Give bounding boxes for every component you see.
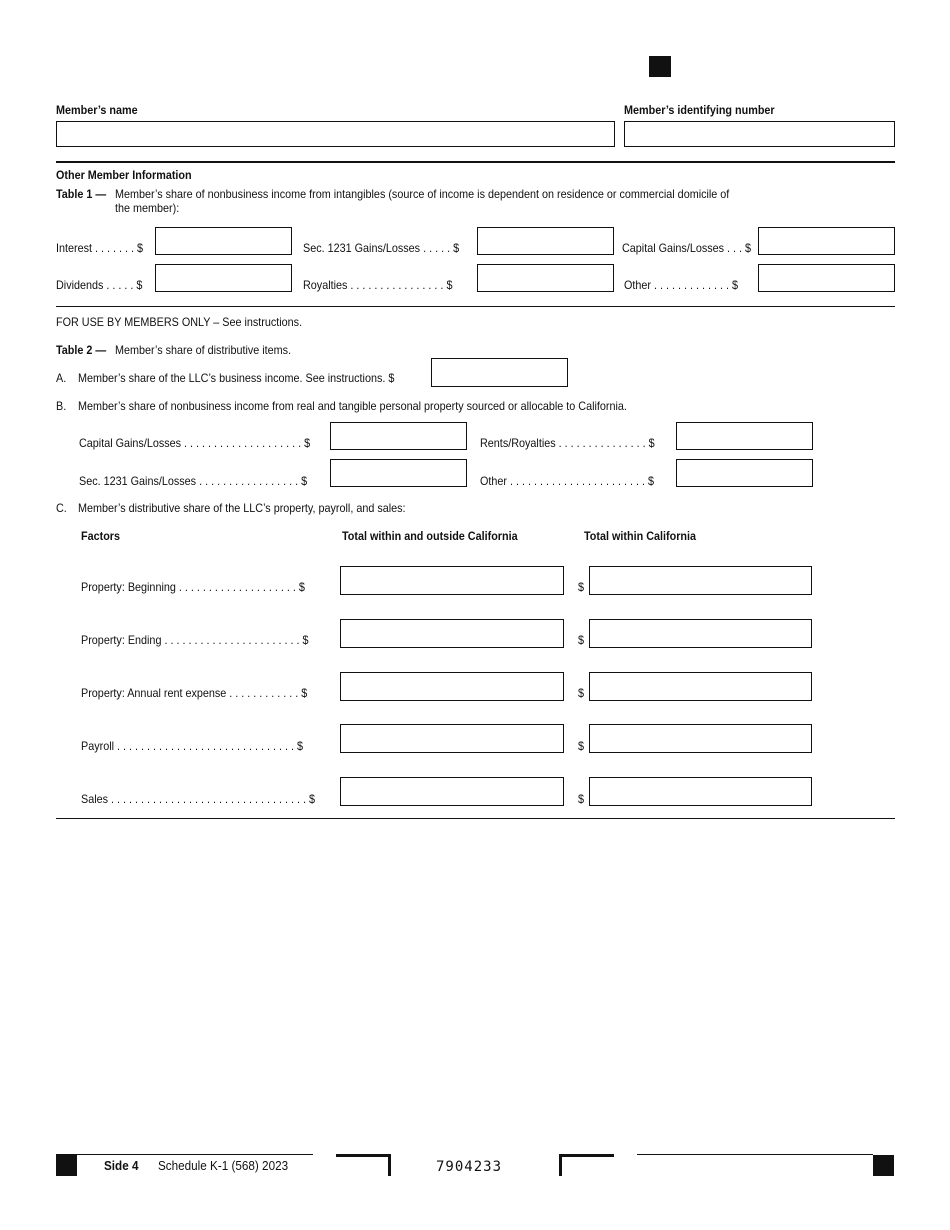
members-name-label: Member’s name bbox=[56, 103, 138, 117]
factor-ca-field[interactable] bbox=[589, 566, 812, 595]
factor-row-label: Sales . . . . . . . . . . . . . . . . . . . . . . . . . . . . . . . . . $ bbox=[81, 792, 316, 806]
side-label: Side 4 bbox=[104, 1158, 139, 1173]
factor-ca-dollar: $ bbox=[578, 633, 585, 647]
footer-bracket-side bbox=[559, 1154, 562, 1176]
members-id-label: Member’s identifying number bbox=[624, 103, 775, 117]
table1-label: Table 1 — bbox=[56, 187, 107, 201]
factor-row-label: Payroll . . . . . . . . . . . . . . . . . . . . . . . . . . . . . . $ bbox=[81, 739, 304, 753]
members-name-field[interactable] bbox=[56, 121, 615, 147]
footer-bracket-side bbox=[388, 1154, 391, 1176]
factor-row-label: Property: Ending . . . . . . . . . . . . . . . . . . . . . . . $ bbox=[81, 633, 309, 647]
sec1231-field[interactable] bbox=[477, 227, 614, 255]
col-factors: Factors bbox=[81, 529, 121, 543]
item-b-text: Member’s share of nonbusiness income from real and tangible personal property sourced or allocable to California. bbox=[78, 399, 627, 413]
sec1231-label: Sec. 1231 Gains/Losses . . . . . $ bbox=[303, 241, 460, 255]
royalties-field[interactable] bbox=[477, 264, 614, 292]
other-label: Other . . . . . . . . . . . . . $ bbox=[624, 278, 739, 292]
item-a-letter: A. bbox=[56, 371, 67, 385]
factor-row-label: Property: Annual rent expense . . . . . . . . . . . . $ bbox=[81, 686, 308, 700]
factor-total-field[interactable] bbox=[340, 724, 564, 753]
factor-ca-field[interactable] bbox=[589, 672, 812, 701]
interest-field[interactable] bbox=[155, 227, 292, 255]
table2-desc: Member’s share of distributive items. bbox=[115, 343, 292, 357]
b-sec1231-field[interactable] bbox=[330, 459, 467, 487]
table1-desc: Member’s share of nonbusiness income from intangibles (source of income is dependent on residence or commercial domicile of bbox=[115, 187, 730, 201]
b-rents-field[interactable] bbox=[676, 422, 813, 450]
divider bbox=[56, 306, 895, 307]
footer-bracket-top bbox=[559, 1154, 614, 1157]
royalties-label: Royalties . . . . . . . . . . . . . . . . $ bbox=[303, 278, 453, 292]
b-sec1231-label: Sec. 1231 Gains/Losses . . . . . . . . . . . . . . . . . $ bbox=[79, 474, 308, 488]
item-c-letter: C. bbox=[56, 501, 67, 515]
capital-gains-field[interactable] bbox=[758, 227, 895, 255]
members-only-note: FOR USE BY MEMBERS ONLY – See instructions. bbox=[56, 315, 303, 329]
factor-row-label: Property: Beginning . . . . . . . . . . . . . . . . . . . . $ bbox=[81, 580, 305, 594]
form-name: Schedule K-1 (568) 2023 bbox=[158, 1158, 289, 1173]
factor-ca-field[interactable] bbox=[589, 724, 812, 753]
factor-ca-dollar: $ bbox=[578, 686, 585, 700]
capital-gains-label: Capital Gains/Losses . . . $ bbox=[622, 241, 752, 255]
form-code: 7904233 bbox=[436, 1159, 503, 1175]
factor-ca-dollar: $ bbox=[578, 792, 585, 806]
factor-total-field[interactable] bbox=[340, 619, 564, 648]
b-rents-label: Rents/Royalties . . . . . . . . . . . . . . . $ bbox=[480, 436, 655, 450]
item-a-text: Member’s share of the LLC’s business income. See instructions. $ bbox=[78, 371, 395, 385]
other-field[interactable] bbox=[758, 264, 895, 292]
other-info-title: Other Member Information bbox=[56, 168, 192, 182]
factor-total-field[interactable] bbox=[340, 566, 564, 595]
factor-ca-field[interactable] bbox=[589, 777, 812, 806]
business-income-field[interactable] bbox=[431, 358, 568, 387]
factor-total-field[interactable] bbox=[340, 777, 564, 806]
col-ca: Total within California bbox=[584, 529, 697, 543]
registration-mark bbox=[873, 1155, 894, 1176]
divider bbox=[56, 161, 895, 163]
factor-total-field[interactable] bbox=[340, 672, 564, 701]
table2-label: Table 2 — bbox=[56, 343, 107, 357]
footer-bracket-top bbox=[336, 1154, 391, 1157]
item-c-text: Member’s distributive share of the LLC’s property, payroll, and sales: bbox=[78, 501, 406, 515]
divider bbox=[56, 818, 895, 819]
dividends-label: Dividends . . . . . $ bbox=[56, 278, 143, 292]
footer-rule bbox=[56, 1154, 313, 1155]
factor-ca-field[interactable] bbox=[589, 619, 812, 648]
registration-mark bbox=[56, 1155, 77, 1176]
factor-ca-dollar: $ bbox=[578, 580, 585, 594]
b-capital-gains-field[interactable] bbox=[330, 422, 467, 450]
members-id-field[interactable] bbox=[624, 121, 895, 147]
interest-label: Interest . . . . . . . $ bbox=[56, 241, 144, 255]
footer-rule bbox=[637, 1154, 873, 1155]
b-capital-gains-label: Capital Gains/Losses . . . . . . . . . . . . . . . . . . . . $ bbox=[79, 436, 311, 450]
registration-mark bbox=[649, 56, 671, 77]
b-other-label: Other . . . . . . . . . . . . . . . . . . . . . . . $ bbox=[480, 474, 655, 488]
b-other-field[interactable] bbox=[676, 459, 813, 487]
table1-desc-2: the member): bbox=[115, 201, 180, 215]
item-b-letter: B. bbox=[56, 399, 67, 413]
dividends-field[interactable] bbox=[155, 264, 292, 292]
col-total: Total within and outside California bbox=[342, 529, 518, 543]
factor-ca-dollar: $ bbox=[578, 739, 585, 753]
